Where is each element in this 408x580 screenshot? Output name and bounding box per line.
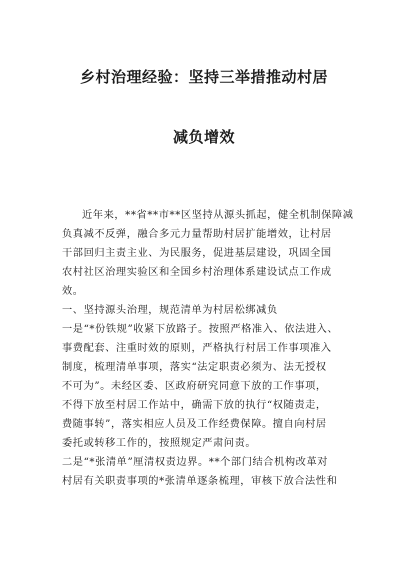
body-line: 二是“*张清单”厘清权责边界。**个部门结合机构改革对 [62, 457, 329, 468]
body-line: 农村社区治理实验区和全国乡村治理体系建设试点工作成 [62, 267, 332, 278]
body-line: 不得下放至村居工作站中，确需下放的执行“权随责走， [62, 400, 327, 411]
document-title-line-1: 乡村治理经验：坚持三举措推动村居 [79, 68, 328, 86]
body-line: 事费配套、注重时效的原则，严格执行村居工作事项准入 [62, 343, 332, 354]
body-line: 效。 [62, 286, 84, 297]
body-line: 费随事转”，落实相应人员及工作经费保障。擅自向村居 [62, 419, 327, 430]
body-line: 负真减不反弹，融合多元力量帮助村居扩能增效，让村居 [62, 229, 332, 240]
body-line: 不可为”。未经区委、区政府研究同意下放的工作事项， [62, 381, 327, 392]
body-line: 干部回归主责主业、为民服务，促进基层建设，巩固全国 [62, 248, 332, 259]
body-line: 村居有关职责事项的*张清单逐条梳理，审核下放合法性和 [62, 476, 338, 487]
body-line: 委托或转移工作的，按照规定严肃问责。 [62, 438, 257, 449]
document-title-line-2: 减负增效 [172, 128, 235, 146]
body-line: 一是“*份铁规”收紧下放路子。按照严格准入、依法进入、 [62, 324, 339, 335]
section-heading: 一、坚持源头治理，规范清单为村居松绑减负 [62, 305, 278, 316]
body-line: 近年来，**省**市**区坚持从源头抓起，健全机制保障减 [82, 210, 354, 221]
document-body [62, 206, 354, 491]
body-line: 制度，梳理清单事项，落实“法定职责必须为、法无授权 [62, 362, 327, 373]
